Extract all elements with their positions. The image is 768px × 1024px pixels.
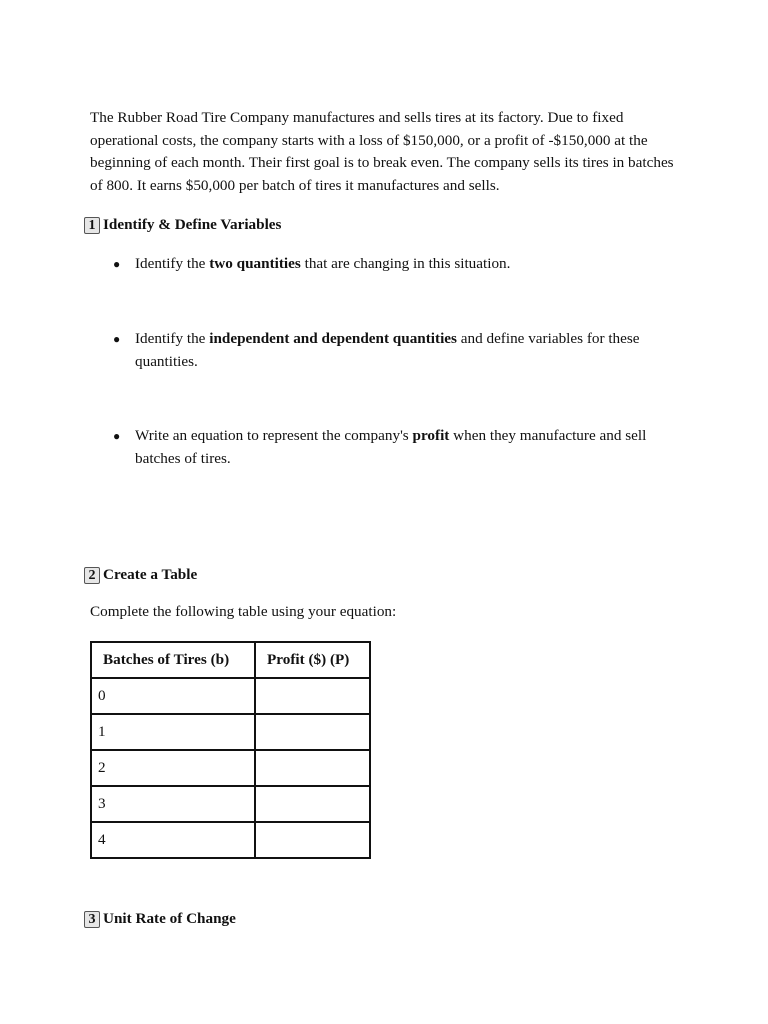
bullet-text: Identify the two quantities that are changing in this situation. — [135, 255, 511, 272]
profit-cell[interactable] — [255, 822, 370, 858]
section-2-heading — [84, 565, 197, 585]
bullet-text: Write an equation to represent the company's profit when they manufacture and sell batches of tires. — [135, 427, 647, 467]
column-header-profit: Profit ($) (P) — [255, 642, 370, 678]
column-header-batches: Batches of Tires (b) — [91, 642, 255, 678]
profit-cell[interactable] — [255, 678, 370, 714]
bullet-icon: ● — [113, 257, 121, 271]
table-row — [91, 714, 370, 750]
table-row — [91, 678, 370, 714]
batches-cell: 1 — [91, 714, 255, 750]
profit-cell[interactable] — [255, 786, 370, 822]
table-header-row — [91, 642, 370, 678]
table-row — [91, 750, 370, 786]
table-row — [91, 786, 370, 822]
bullet-icon: ● — [113, 429, 121, 443]
intro-paragraph: The Rubber Road Tire Company manufactures and sells tires at its factory. Due to fixed operational costs, the company starts with a loss of $150,000, or a profit of -$150,000 at the beginning of each month. Their first goal is to break even. The company sells its tires in batches of 800. It earns $50,000 per batch of tires it manufactures and sells. — [90, 109, 674, 194]
section-2-title: Create a Table — [103, 566, 198, 583]
table-row — [91, 822, 370, 858]
section-2-number: 2 — [84, 567, 100, 584]
batches-cell: 4 — [91, 822, 255, 858]
bullet-text: Identify the independent and dependent quantities and define variables for these quantities. — [135, 330, 640, 370]
profit-cell[interactable] — [255, 750, 370, 786]
section-1-title: Identify & Define Variables — [103, 216, 282, 233]
bullet-icon: ● — [113, 332, 121, 346]
section-3-number: 3 — [84, 911, 100, 928]
batches-cell: 3 — [91, 786, 255, 822]
table-instruction: Complete the following table using your equation: — [90, 603, 397, 620]
section-1-heading — [84, 215, 281, 235]
section-3-heading — [84, 909, 236, 929]
profit-table — [90, 641, 371, 859]
bullet-item — [113, 253, 678, 276]
section-1-number: 1 — [84, 217, 100, 234]
batches-cell: 2 — [91, 750, 255, 786]
bullet-item — [113, 328, 678, 373]
bullet-item — [113, 425, 678, 470]
batches-cell: 0 — [91, 678, 255, 714]
section-3-title: Unit Rate of Change — [103, 910, 236, 927]
profit-cell[interactable] — [255, 714, 370, 750]
